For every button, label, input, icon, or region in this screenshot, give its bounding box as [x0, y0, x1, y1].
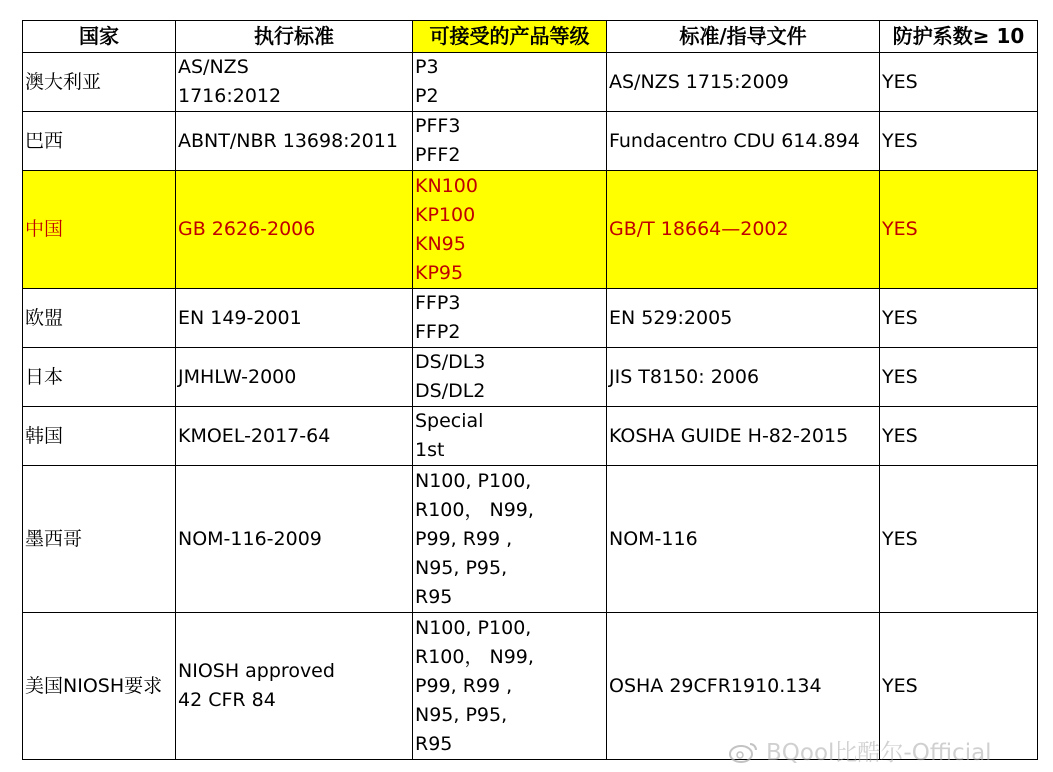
cell-standard-line: 42 CFR 84: [178, 689, 276, 711]
cell-grades-line: Special: [415, 410, 484, 432]
table-row: [23, 466, 1038, 613]
header-country: 国家: [23, 21, 176, 53]
cell-grades-line: R100， N99,: [415, 645, 534, 668]
cell-grades-line: P3: [415, 56, 439, 78]
cell-grades-line: P2: [415, 85, 439, 107]
cell-guide: Fundacentro CDU 614.894: [607, 112, 880, 171]
cell-standard-line: ABNT/NBR 13698:2011: [178, 129, 398, 152]
watermark-text: BQool比酷尔-Official: [766, 740, 992, 766]
cell-factor: YES: [880, 289, 1038, 348]
header-factor: 防护系数≥ 10: [880, 21, 1038, 53]
cell-standard: [176, 348, 413, 407]
cell-grades-line: KN100: [415, 174, 478, 197]
table-row: [23, 348, 1038, 407]
cell-grades-line: R95: [415, 585, 453, 608]
cell-standard-line: EN 149-2001: [178, 306, 302, 329]
cell-standard-line: NOM-116-2009: [178, 527, 322, 550]
cell-grades-line: DS/DL2: [415, 380, 486, 402]
cell-grades-line: N95, P95,: [415, 556, 508, 579]
cell-country: 韩国: [23, 407, 176, 466]
cell-grades-line: 1st: [415, 439, 445, 461]
table-row: [23, 112, 1038, 171]
cell-grades: [413, 407, 607, 466]
cell-grades-line: PFF3: [415, 115, 461, 137]
watermark: [728, 734, 992, 767]
cell-grades: [413, 348, 607, 407]
cell-grades-line: KN95: [415, 232, 466, 255]
cell-factor: YES: [880, 171, 1038, 289]
cell-grades-line: FFP3: [415, 292, 461, 314]
cell-guide: NOM-116: [607, 466, 880, 613]
cell-country: 中国: [23, 171, 176, 289]
cell-grades: [413, 289, 607, 348]
cell-country: 巴西: [23, 112, 176, 171]
cell-country: 欧盟: [23, 289, 176, 348]
table-row: [23, 171, 1038, 289]
cell-guide: OSHA 29CFR1910.134: [607, 613, 880, 760]
header-grades: 可接受的产品等级: [413, 21, 607, 53]
cell-grades-line: N95, P95,: [415, 703, 508, 726]
cell-standard-line: NIOSH approved: [178, 660, 335, 682]
cell-grades-line: KP100: [415, 203, 476, 226]
cell-standard-line: KMOEL-2017-64: [178, 424, 331, 447]
cell-factor: YES: [880, 348, 1038, 407]
cell-grades: [413, 112, 607, 171]
cell-standard-line: GB 2626-2006: [178, 218, 316, 240]
table-body: [23, 53, 1038, 760]
table-row: [23, 407, 1038, 466]
table-row: [23, 289, 1038, 348]
cell-standard-line: AS/NZS: [178, 56, 249, 78]
cell-grades-line: PFF2: [415, 144, 461, 166]
cell-standard: [176, 407, 413, 466]
cell-standard: [176, 171, 413, 289]
cell-factor: YES: [880, 613, 1038, 760]
cell-grades-line: R100， N99,: [415, 498, 534, 521]
table-header-row: [23, 21, 1038, 53]
cell-guide: GB/T 18664—2002: [607, 171, 880, 289]
cell-standard: [176, 613, 413, 760]
cell-grades: [413, 613, 607, 760]
cell-guide: JIS T8150: 2006: [607, 348, 880, 407]
cell-standard-line: JMHLW-2000: [178, 365, 297, 388]
cell-grades-line: P99, R99 ,: [415, 674, 513, 697]
cell-grades-line: P99, R99 ,: [415, 527, 513, 550]
cell-grades: [413, 53, 607, 112]
cell-factor: YES: [880, 53, 1038, 112]
cell-grades-line: N100, P100,: [415, 616, 532, 639]
cell-country: 美国NIOSH要求: [23, 613, 176, 760]
cell-grades: [413, 466, 607, 613]
cell-country: 墨西哥: [23, 466, 176, 613]
cell-standard: [176, 53, 413, 112]
cell-grades-line: R95: [415, 732, 453, 755]
cell-factor: YES: [880, 407, 1038, 466]
cell-grades-line: FFP2: [415, 321, 461, 343]
cell-country: 澳大利亚: [23, 53, 176, 112]
cell-factor: YES: [880, 466, 1038, 613]
respirator-standards-table: [22, 20, 1038, 760]
cell-country: 日本: [23, 348, 176, 407]
table-row: [23, 53, 1038, 112]
cell-standard: [176, 289, 413, 348]
cell-grades: [413, 171, 607, 289]
cell-guide: KOSHA GUIDE H-82-2015: [607, 407, 880, 466]
cell-standard: [176, 112, 413, 171]
cell-standard-line: 1716:2012: [178, 85, 282, 107]
header-guide: 标准/指导文件: [607, 21, 880, 53]
cell-grades-line: DS/DL3: [415, 351, 486, 373]
cell-grades-line: N100, P100,: [415, 469, 532, 492]
cell-guide: EN 529:2005: [607, 289, 880, 348]
header-standard: 执行标准: [176, 21, 413, 53]
cell-grades-line: KP95: [415, 261, 464, 284]
cell-guide: AS/NZS 1715:2009: [607, 53, 880, 112]
cell-factor: YES: [880, 112, 1038, 171]
cell-standard: [176, 466, 413, 613]
weibo-icon: [728, 741, 758, 763]
